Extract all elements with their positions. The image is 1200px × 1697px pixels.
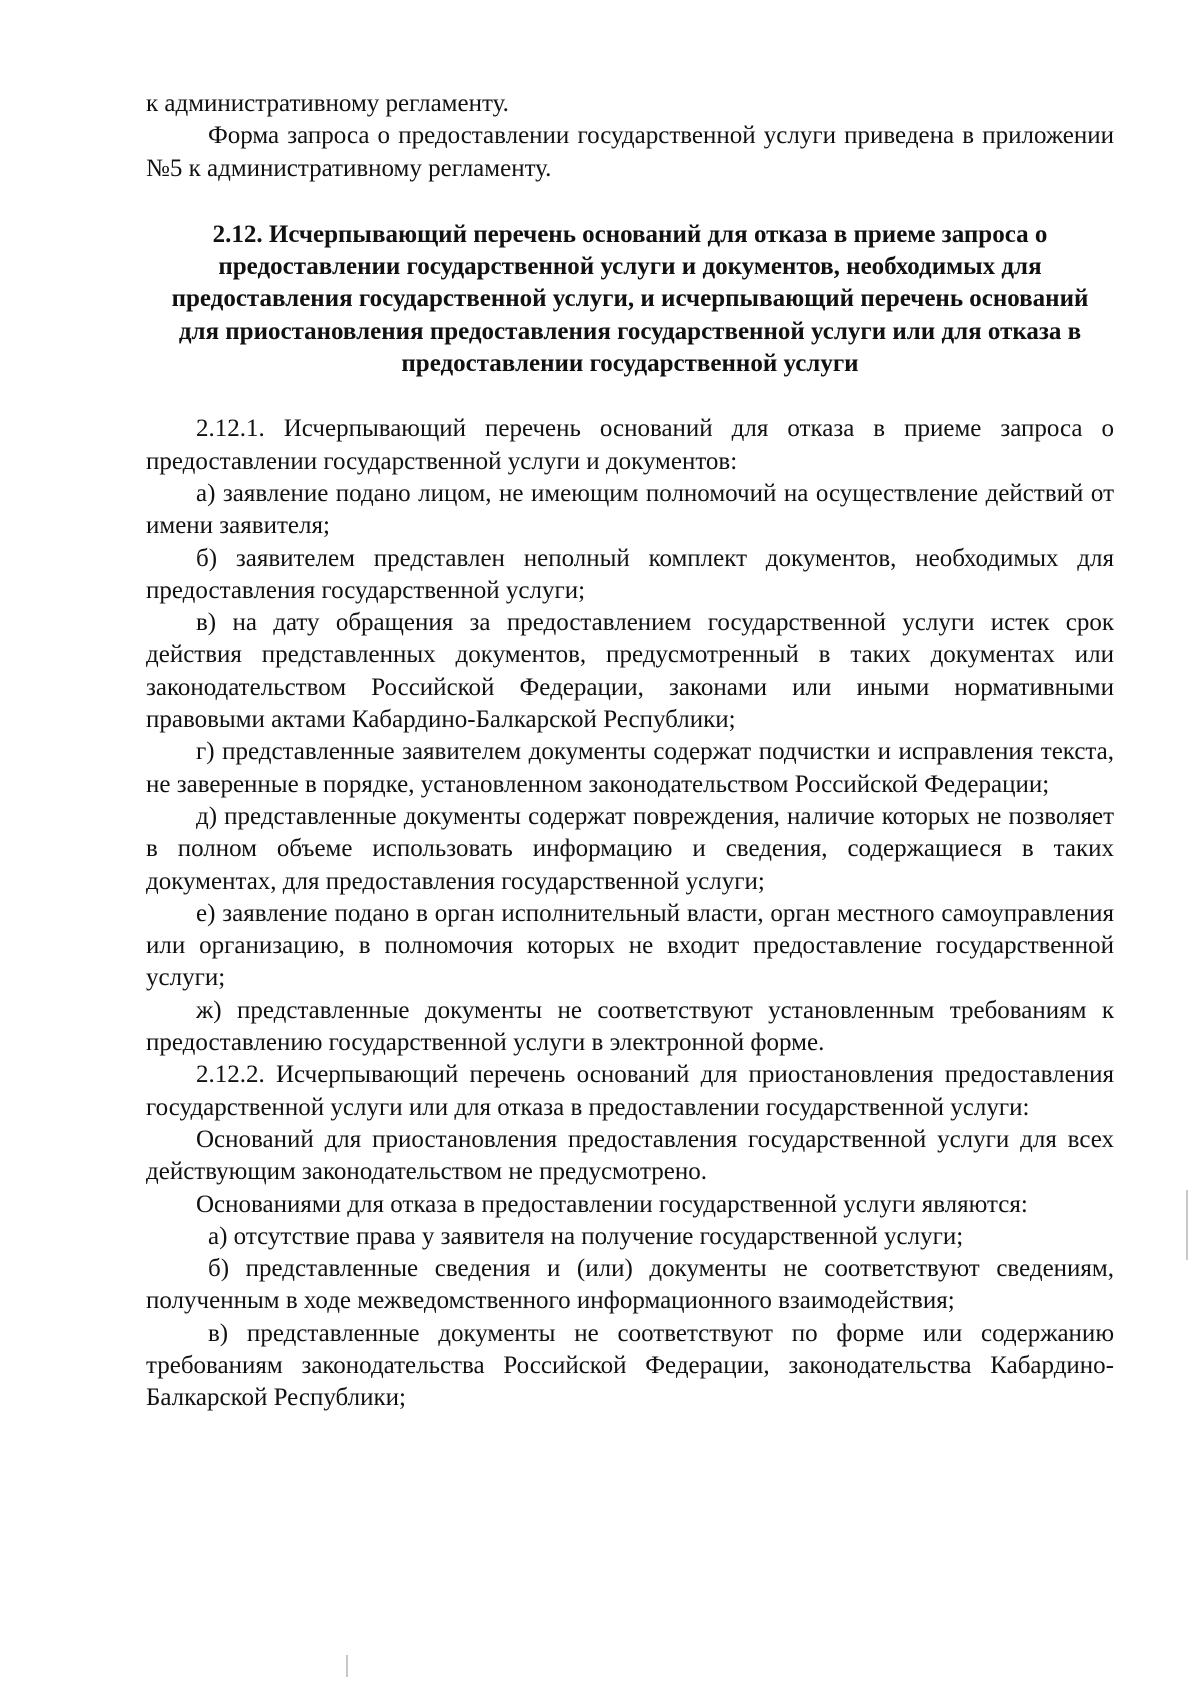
clause-2-12-1-lead: 2.12.1. Исчерпывающий перечень оснований для отказа в приеме запроса о предоставлении государственной услуги и документов: [146,415,1114,475]
intro-line: к административному регламенту. [146,90,509,117]
document-body [146,88,1114,1415]
refusal-item-b: б) представленные сведения и (или) документы не соответствуют сведениям, полученным в ходе межведомственного информационного взаимодействия; [146,1255,1114,1315]
clause-2-12-1-item-v: в) на дату обращения за предоставлением государственной услуги истек срок действия представленных документов, предусмотренный в таких документах или законодательством Российской Федерации, законами или иными нормативными правовыми актами Кабардино-Балкарской Республики; [146,609,1114,734]
form-paragraph: Форма запроса о предоставлении государственной услуги приведена в приложении №5 к административному регламенту. [146,122,1114,182]
clause-2-12-1-item-a: а) заявление подано лицом, не имеющим полномочий на осуществление действий от имени заявителя; [146,479,1114,540]
clause-2-12-1-item-g: г) представленные заявителем документы содержат подчистки и исправления текста, не заверенные в порядке, установленном законодательством Российской Федерации; [146,738,1114,798]
clause-2-12-2-lead: 2.12.2. Исчерпывающий перечень оснований для приостановления предоставления государственной услуги или для отказа в предоставлении государственной услуги: [146,1061,1114,1121]
scan-artifact-bottom [346,1655,348,1677]
refusal-item-v: в) представленные документы не соответствуют по форме или содержанию требованиям законодательства Российской Федерации, законодательства Кабардино-Балкарской Республики; [146,1319,1114,1412]
scan-artifact-right [1186,1190,1188,1260]
clause-2-12-1-item-b: б) заявителем представлен неполный комплект документов, необходимых для предоставления государственной услуги; [146,544,1114,604]
refusal-lead: Основаниями для отказа в предоставлении государственной услуги являются: [196,1190,1028,1218]
clause-2-12-1-item-d: д) представленные документы содержат повреждения, наличие которых не позволяет в полном объеме использовать информацию и сведения, содержащиеся в таких документах, для предоставления государственной услуги; [146,802,1114,895]
refusal-item-a: а) отсутствие права у заявителя на получение государственной услуги; [208,1222,964,1250]
clause-2-12-1-item-e: е) заявление подано в орган исполнительный власти, орган местного самоуправления или организацию, в полномочия которых не входит предоставление государственной услуги; [146,899,1114,992]
section-heading: 2.12. Исчерпывающий перечень оснований для отказа в приеме запроса о предоставлении государственной услуги и документов, необходимых для предоставления государственной услуги, и исчерпывающий перечень оснований для приостановления предоставления государственной услуги или для отказа в предоставлении государственной услуги [171,220,1089,378]
clause-2-12-1-item-zh: ж) представленные документы не соответствуют установленным требованиям к предоставлению государственной услуги в электронной форме. [146,996,1114,1057]
suspension-text: Оснований для приостановления предоставления государственной услуги для всех действующим законодательством не предусмотрено. [146,1125,1114,1186]
